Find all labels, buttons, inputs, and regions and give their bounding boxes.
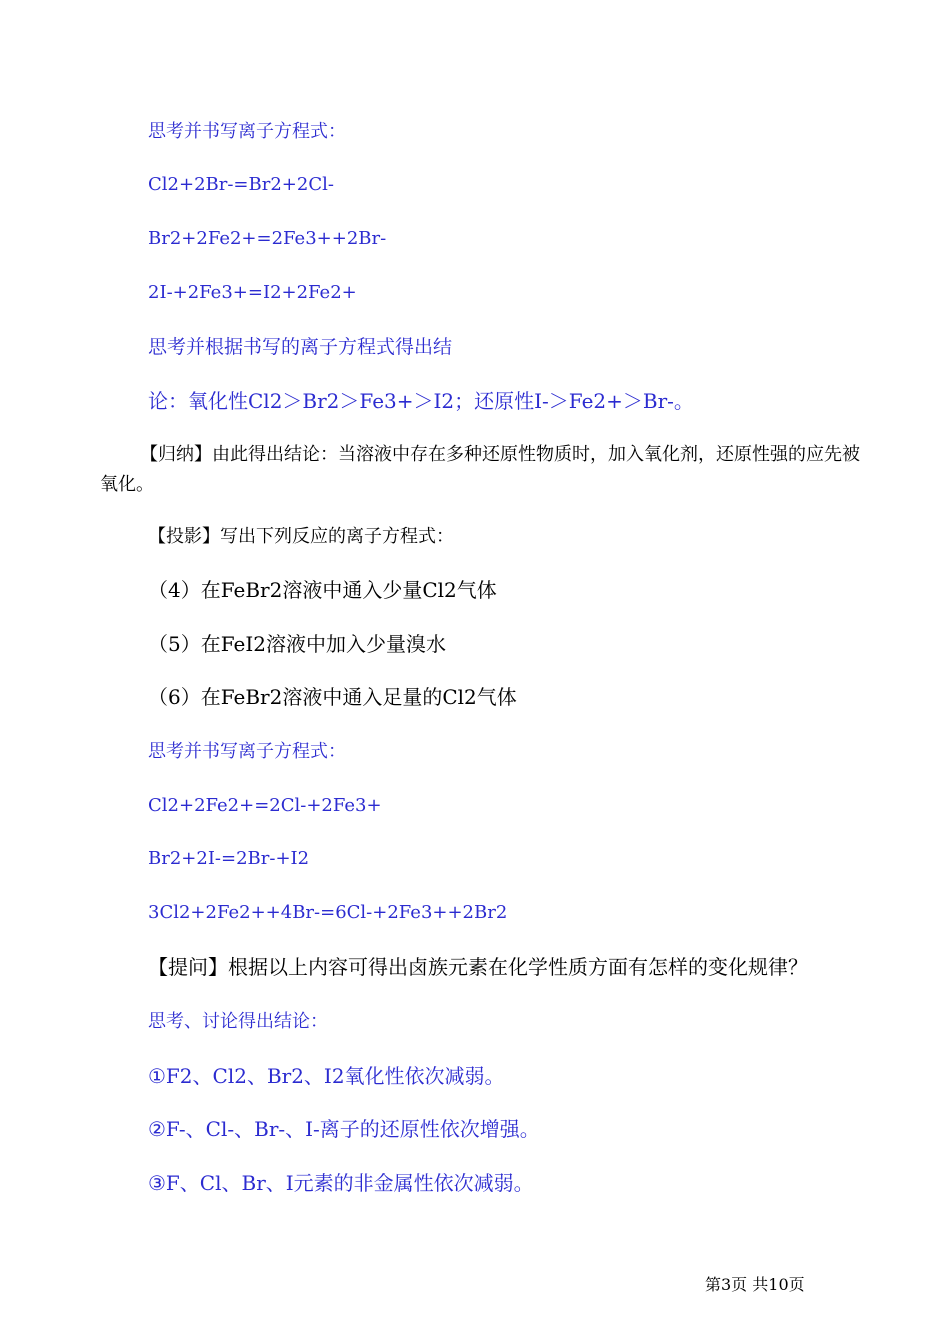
question-line: 【提问】根据以上内容可得出卤族元素在化学性质方面有怎样的变化规律？: [148, 955, 808, 979]
page-number-footer: 第3页 共10页: [705, 1275, 805, 1294]
equation-line: 2I-+2Fe3+=I2+2Fe2+: [148, 282, 357, 303]
equation-line: 3Cl2+2Fe2++4Br-=6Cl-+2Fe3++2Br2: [148, 902, 508, 923]
conclusion-line: 思考并根据书写的离子方程式得出结: [148, 336, 453, 358]
discussion-prompt: 思考、讨论得出结论：: [148, 1011, 328, 1032]
equation-line: Br2+2I-=2Br-+I2: [148, 848, 310, 869]
conclusion-line: 论：氧化性Cl2＞Br2＞Fe3+＞I2；还原性I-＞Fe2+＞Br-。: [148, 389, 694, 413]
equation-line: Br2+2Fe2+=2Fe3++2Br-: [148, 228, 387, 249]
conclusion-item: ①F2、Cl2、Br2、I2氧化性依次减弱。: [148, 1064, 505, 1088]
projection-heading: 【投影】写出下列反应的离子方程式：: [148, 526, 454, 547]
prompt-write-ionic-equations: 思考并书写离子方程式：: [148, 121, 346, 142]
conclusion-item: ③F、Cl、Br、I元素的非金属性依次减弱。: [148, 1171, 534, 1195]
summary-paragraph: 【归纳】由此得出结论：当溶液中存在多种还原性物质时，加入氧化剂，还原性强的应先被氧化。: [100, 444, 860, 495]
prompt-write-ionic-equations: 思考并书写离子方程式：: [148, 741, 346, 762]
equation-line: Cl2+2Fe2+=2Cl-+2Fe3+: [148, 795, 382, 816]
exercise-item: （5）在FeI2溶液中加入少量溴水: [148, 632, 446, 656]
exercise-item: （4）在FeBr2溶液中通入少量Cl2气体: [148, 578, 497, 602]
exercise-item: （6）在FeBr2溶液中通入足量的Cl2气体: [148, 685, 517, 709]
conclusion-item: ②F-、Cl-、Br-、I-离子的还原性依次增强。: [148, 1117, 540, 1141]
equation-line: Cl2+2Br-=Br2+2Cl-: [148, 174, 334, 195]
